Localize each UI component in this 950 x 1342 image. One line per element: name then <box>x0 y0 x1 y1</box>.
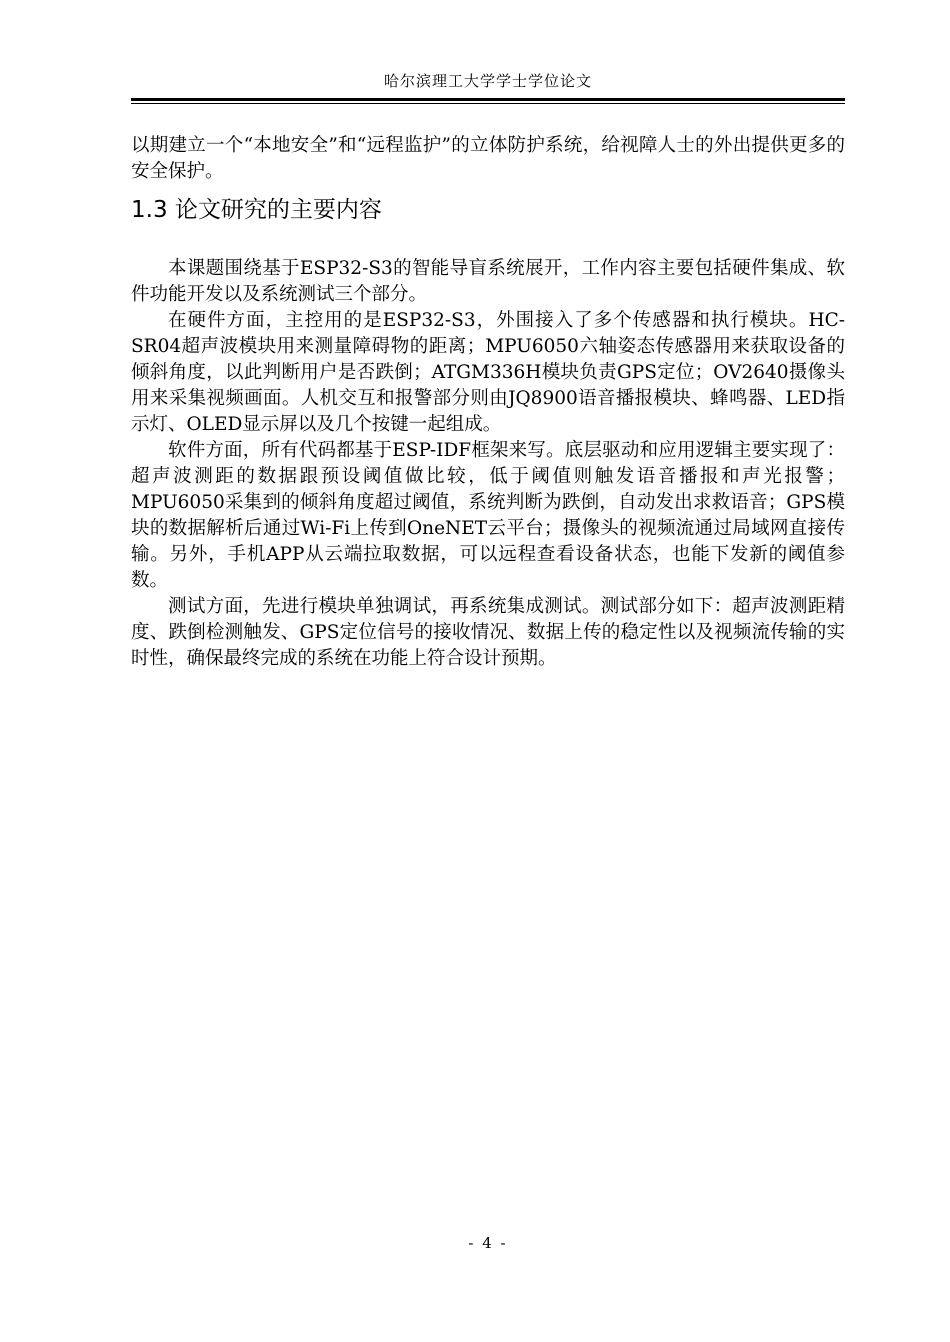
header-rule-thin <box>131 103 845 104</box>
page-number: - 4 - <box>468 1234 508 1252</box>
paragraph-hardware: 在硬件方面，主控用的是ESP32-S3，外围接入了多个传感器和执行模块。HC-SR04超声波模块用来测量障碍物的距离；MPU6050六轴姿态传感器用来获取设备的倾斜角度，以此判断用户是否跌倒；ATGM336H模块负责GPS定位；OV2640摄像头用来采集视频画面。人机交互和报警部分则由JQ8900语音播报模块、蜂鸣器、LED指示灯、OLED显示屏以及几个按键一起组成。 <box>131 310 845 435</box>
paragraph-software: 软件方面，所有代码都基于ESP-IDF框架来写。底层驱动和应用逻辑主要实现了：超声波测距的数据跟预设阈值做比较，低于阈值则触发语音播报和声光报警；MPU6050采集到的倾斜角度超过阈值，系统判断为跌倒，自动发出求救语音；GPS模块的数据解析后通过Wi-Fi上传到OneNET云平台；摄像头的视频流通过局域网直接传输。另外，手机APP从云端拉取数据，可以远程查看设备状态，也能下发新的阈值参数。 <box>131 440 845 591</box>
paragraph-overview: 本课题围绕基于ESP32-S3的智能导盲系统展开，工作内容主要包括硬件集成、软件功能开发以及系统测试三个部分。 <box>131 258 845 305</box>
header-rule-thick <box>131 98 845 101</box>
section-body <box>131 256 845 672</box>
section-heading: 1.3 论文研究的主要内容 <box>131 197 382 223</box>
continuation-block <box>131 133 845 185</box>
running-header: 哈尔滨理工大学学士学位论文 <box>383 72 592 90</box>
continuation-paragraph: 以期建立一个“本地安全”和“远程监护”的立体防护系统，给视障人士的外出提供更多的安全保护。 <box>131 135 845 182</box>
paragraph-testing: 测试方面，先进行模块单独调试，再系统集成测试。测试部分如下：超声波测距精度、跌倒检测触发、GPS定位信号的接收情况、数据上传的稳定性以及视频流传输的实时性，确保最终完成的系统在功能上符合设计预期。 <box>131 596 845 669</box>
